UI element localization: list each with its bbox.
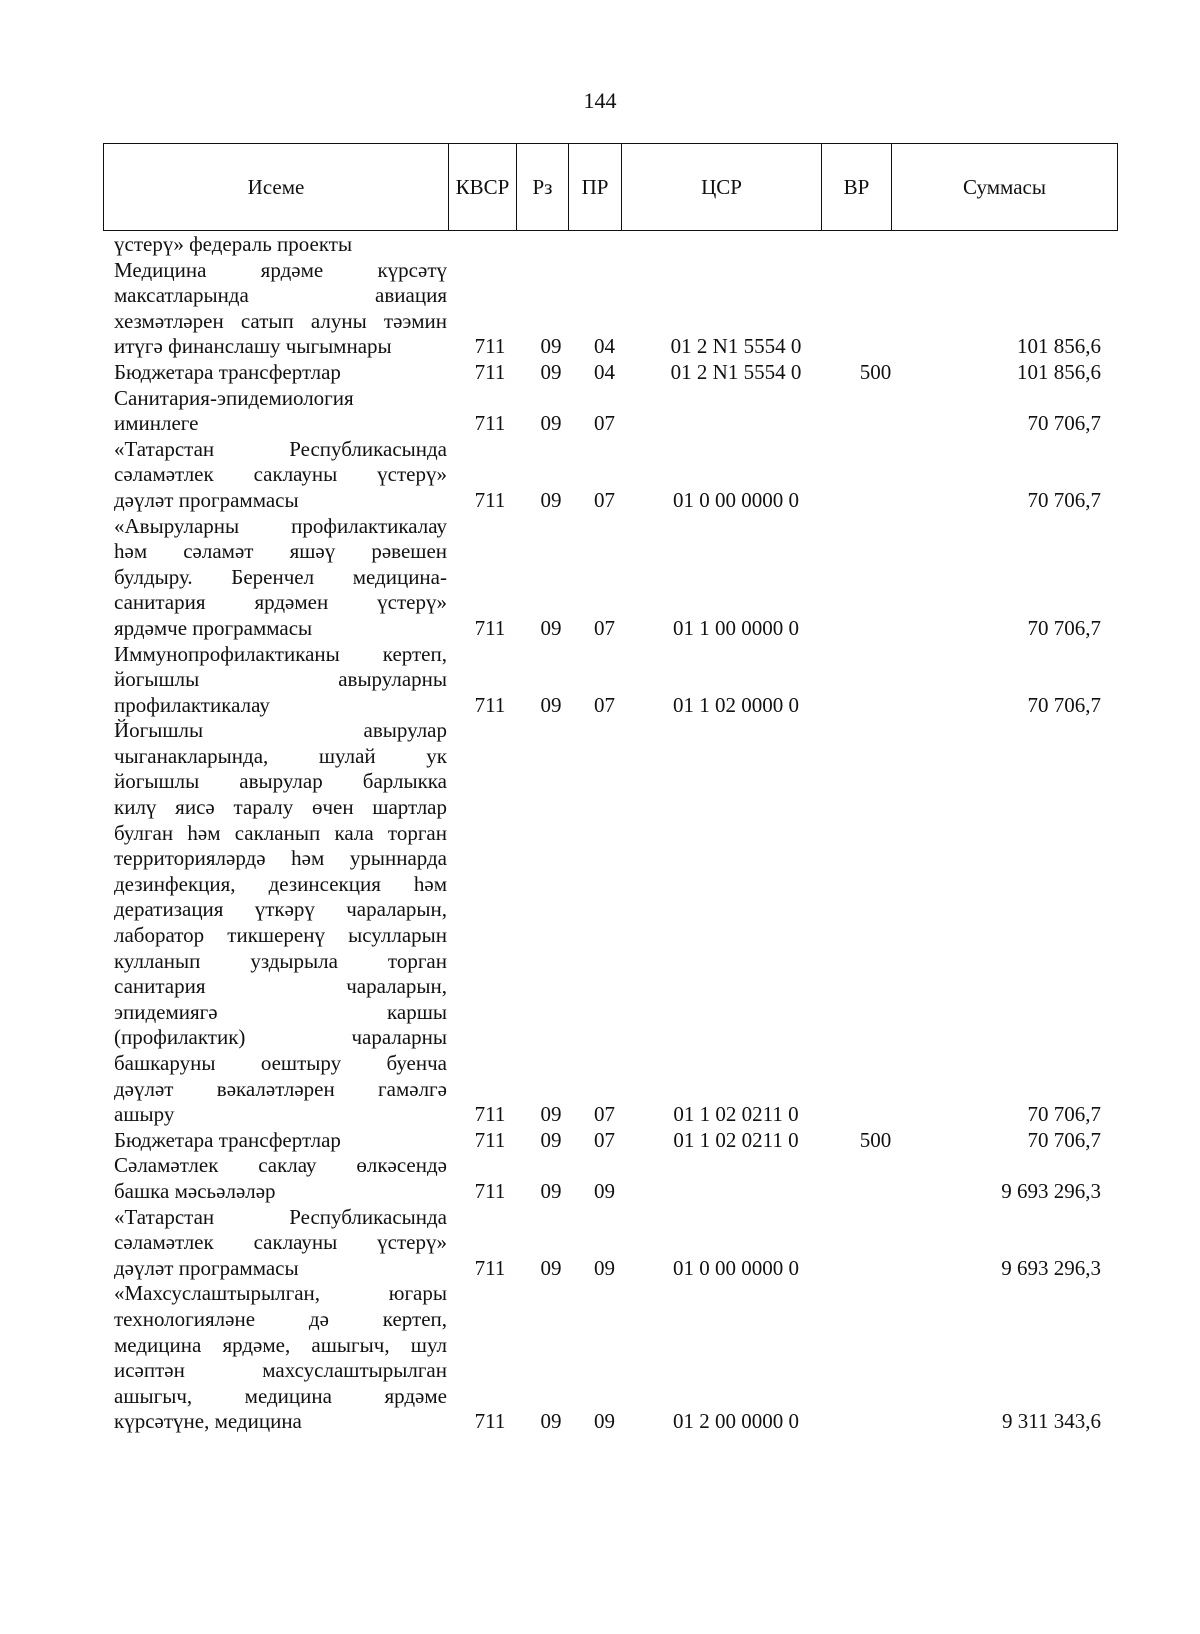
row-name-line: «Татарстан Республикасында <box>114 436 447 461</box>
row-name <box>103 1153 455 1204</box>
table-row <box>103 718 1117 1128</box>
table-row <box>103 1128 1117 1154</box>
row-name-line: дәүләт программасы <box>114 487 299 512</box>
row-name-line: ашыру <box>114 1102 175 1127</box>
table-row <box>103 1281 1117 1435</box>
row-pr: 07 <box>594 1102 615 1127</box>
row-pr: 09 <box>594 1255 615 1280</box>
table-row <box>103 258 1117 360</box>
header-csr: ЦСР <box>622 144 822 231</box>
row-name <box>103 718 455 1128</box>
row-pr: 04 <box>594 334 615 359</box>
row-rz: 09 <box>540 487 562 512</box>
row-name-line: килү яисә таралу өчен шартлар <box>114 795 447 820</box>
row-name-line: «Махсуслаштырылган, югары <box>114 1281 447 1306</box>
row-name-line: ярдәмче программасы <box>114 615 313 640</box>
row-csr: 01 0 00 0000 0 <box>673 487 799 512</box>
row-name-line: чыганакларында, шулай ук <box>114 743 447 768</box>
table-row <box>103 1205 1117 1282</box>
row-name-line: ашыгыч, медицина ярдәме <box>114 1383 447 1408</box>
table-row <box>103 232 1117 258</box>
row-sum: 9 693 296,3 <box>1001 1178 1101 1203</box>
row-name-line: Сәламәтлек саклау өлкәсендә <box>114 1153 447 1178</box>
row-name-line: «Татарстан Республикасында <box>114 1204 447 1229</box>
row-name-line: дәүләт программасы <box>114 1255 299 1280</box>
row-name <box>103 642 455 719</box>
row-rz: 09 <box>540 692 562 717</box>
row-sum: 70 706,7 <box>1027 1127 1101 1152</box>
row-pr: 09 <box>594 1178 615 1203</box>
row-csr: 01 0 00 0000 0 <box>673 1255 799 1280</box>
table-row <box>103 1153 1117 1204</box>
row-name-line: Иммунопрофилактиканы кертеп, <box>114 641 447 666</box>
header-sum: Суммасы <box>892 144 1118 231</box>
row-name-line: хезмәтләрен сатып алуны тәэмин <box>114 308 447 333</box>
header-rz: Рз <box>517 144 569 231</box>
row-name <box>103 232 455 258</box>
page-number: 144 <box>583 88 617 113</box>
row-pr: 07 <box>594 615 615 640</box>
row-name <box>103 1128 455 1154</box>
row-name-line: башка мәсьәләләр <box>114 1178 276 1203</box>
row-csr: 01 1 02 0000 0 <box>673 692 799 717</box>
row-name-line: «Авыруларны профилактикалау <box>114 513 447 538</box>
row-sum: 70 706,7 <box>1027 487 1101 512</box>
row-name <box>103 386 455 437</box>
row-rz: 09 <box>540 1102 562 1127</box>
row-rz: 09 <box>540 334 562 359</box>
table-header <box>103 143 1118 231</box>
table-row <box>103 437 1117 514</box>
row-csr: 01 2 N1 5554 0 <box>670 359 802 384</box>
row-name-line: күрсәтүне, медицина <box>114 1409 302 1434</box>
row-name-line: (профилактик) чараларны <box>114 1025 447 1050</box>
row-name-line: үстерү» федераль проекты <box>114 232 353 256</box>
row-pr: 07 <box>594 487 615 512</box>
table-body <box>103 232 1117 1435</box>
row-sum: 9 693 296,3 <box>1001 1255 1101 1280</box>
row-sum: 9 311 343,6 <box>1002 1409 1101 1434</box>
row-name-line: һәм сәламәт яшәү рәвешен <box>114 539 447 564</box>
row-kvsr: 711 <box>474 487 506 512</box>
row-csr: 01 1 02 0211 0 <box>673 1102 799 1127</box>
row-name-line: дезинфекция, дезинсекция һәм <box>114 871 447 896</box>
row-name <box>103 437 455 514</box>
row-name-line: булдыру. Беренчел медицина- <box>114 564 447 589</box>
table-row <box>103 360 1117 386</box>
row-vr: 500 <box>859 359 892 384</box>
row-pr: 07 <box>594 411 615 436</box>
row-name-line: эпидемиягә каршы <box>114 999 447 1024</box>
row-name-line: йогышлы авырулар барлыкка <box>114 769 447 794</box>
row-kvsr: 711 <box>474 334 506 359</box>
row-kvsr: 711 <box>474 411 506 436</box>
row-name <box>103 1205 455 1282</box>
row-rz: 09 <box>540 1127 562 1152</box>
row-name-line: исәптән махсуслаштырылган <box>114 1358 447 1383</box>
row-kvsr: 711 <box>474 1178 506 1203</box>
row-name-line: дәүләт вәкаләтләрен гамәлгә <box>114 1076 447 1101</box>
row-sum: 70 706,7 <box>1027 615 1101 640</box>
row-kvsr: 711 <box>474 1409 506 1434</box>
row-kvsr: 711 <box>474 615 506 640</box>
row-rz: 09 <box>540 615 562 640</box>
row-rz: 09 <box>540 411 562 436</box>
row-name-line: профилактикалау <box>114 692 270 717</box>
row-name-line: башкаруны оештыру буенча <box>114 1051 447 1075</box>
header-pr: ПР <box>569 144 622 231</box>
row-name-line: территорияләрдә һәм урыннарда <box>114 846 447 871</box>
row-name-line: сәламәтлек саклауны үстерү» <box>114 462 447 487</box>
header-name: Исеме <box>104 144 449 231</box>
row-csr: 01 2 N1 5554 0 <box>670 334 802 359</box>
row-kvsr: 711 <box>474 1255 506 1280</box>
row-name-line: иминлеге <box>114 411 199 436</box>
row-rz: 09 <box>540 1178 562 1203</box>
row-name-line: Бюджетара трансфертлар <box>114 359 341 384</box>
table-row <box>103 386 1117 437</box>
row-rz: 09 <box>540 1409 562 1434</box>
row-sum: 70 706,7 <box>1027 411 1101 436</box>
row-name-line: максатларында авиация <box>114 283 447 308</box>
row-sum: 101 856,6 <box>1017 334 1101 359</box>
row-name-line: Медицина ярдәме күрсәтү <box>114 257 447 282</box>
row-kvsr: 711 <box>474 359 506 384</box>
row-name-line: Санитария-эпидемиология <box>114 385 354 410</box>
row-kvsr: 711 <box>474 1127 506 1152</box>
row-name-line: кулланып уздырыла торган <box>114 948 447 973</box>
row-csr: 01 1 02 0211 0 <box>673 1127 799 1152</box>
row-kvsr: 711 <box>474 692 506 717</box>
table-row <box>103 514 1117 642</box>
header-vr: ВР <box>822 144 892 231</box>
row-name-line: булган һәм сакланып кала торган <box>114 820 447 845</box>
row-name <box>103 360 455 386</box>
row-kvsr: 711 <box>474 1102 506 1127</box>
row-pr: 09 <box>594 1409 615 1434</box>
row-pr: 07 <box>594 1127 615 1152</box>
row-name <box>103 258 455 360</box>
row-name-line: технологияләне дә кертеп, <box>114 1306 447 1331</box>
row-pr: 04 <box>594 359 615 384</box>
row-name-line: итүгә финанслашу чыгымнары <box>114 334 392 359</box>
row-name-line: санитария чараларын, <box>114 974 447 999</box>
row-rz: 09 <box>540 359 562 384</box>
row-name-line: лаборатор тикшеренү ысулларын <box>114 923 447 948</box>
row-sum: 101 856,6 <box>1017 359 1101 384</box>
row-vr: 500 <box>859 1127 892 1152</box>
row-name <box>103 514 455 642</box>
row-rz: 09 <box>540 1255 562 1280</box>
row-name-line: йогышлы авыруларны <box>114 667 447 692</box>
row-name-line: сәламәтлек саклауны үстерү» <box>114 1230 447 1255</box>
row-sum: 70 706,7 <box>1027 692 1101 717</box>
table-row <box>103 642 1117 719</box>
row-name-line: Бюджетара трансфертлар <box>114 1127 341 1152</box>
row-csr: 01 1 00 0000 0 <box>673 615 799 640</box>
row-name <box>103 1281 455 1435</box>
row-name-line: медицина ярдәме, ашыгыч, шул <box>114 1332 447 1357</box>
header-kvsr: КВСР <box>449 144 517 231</box>
row-name-line: санитария ярдәмен үстерү» <box>114 590 447 615</box>
row-name-line: Йогышлы авырулар <box>114 718 447 743</box>
row-name-line: дератизация үткәрү чараларын, <box>114 897 447 922</box>
row-pr: 07 <box>594 692 615 717</box>
row-sum: 70 706,7 <box>1027 1102 1101 1127</box>
row-csr: 01 2 00 0000 0 <box>673 1409 799 1434</box>
